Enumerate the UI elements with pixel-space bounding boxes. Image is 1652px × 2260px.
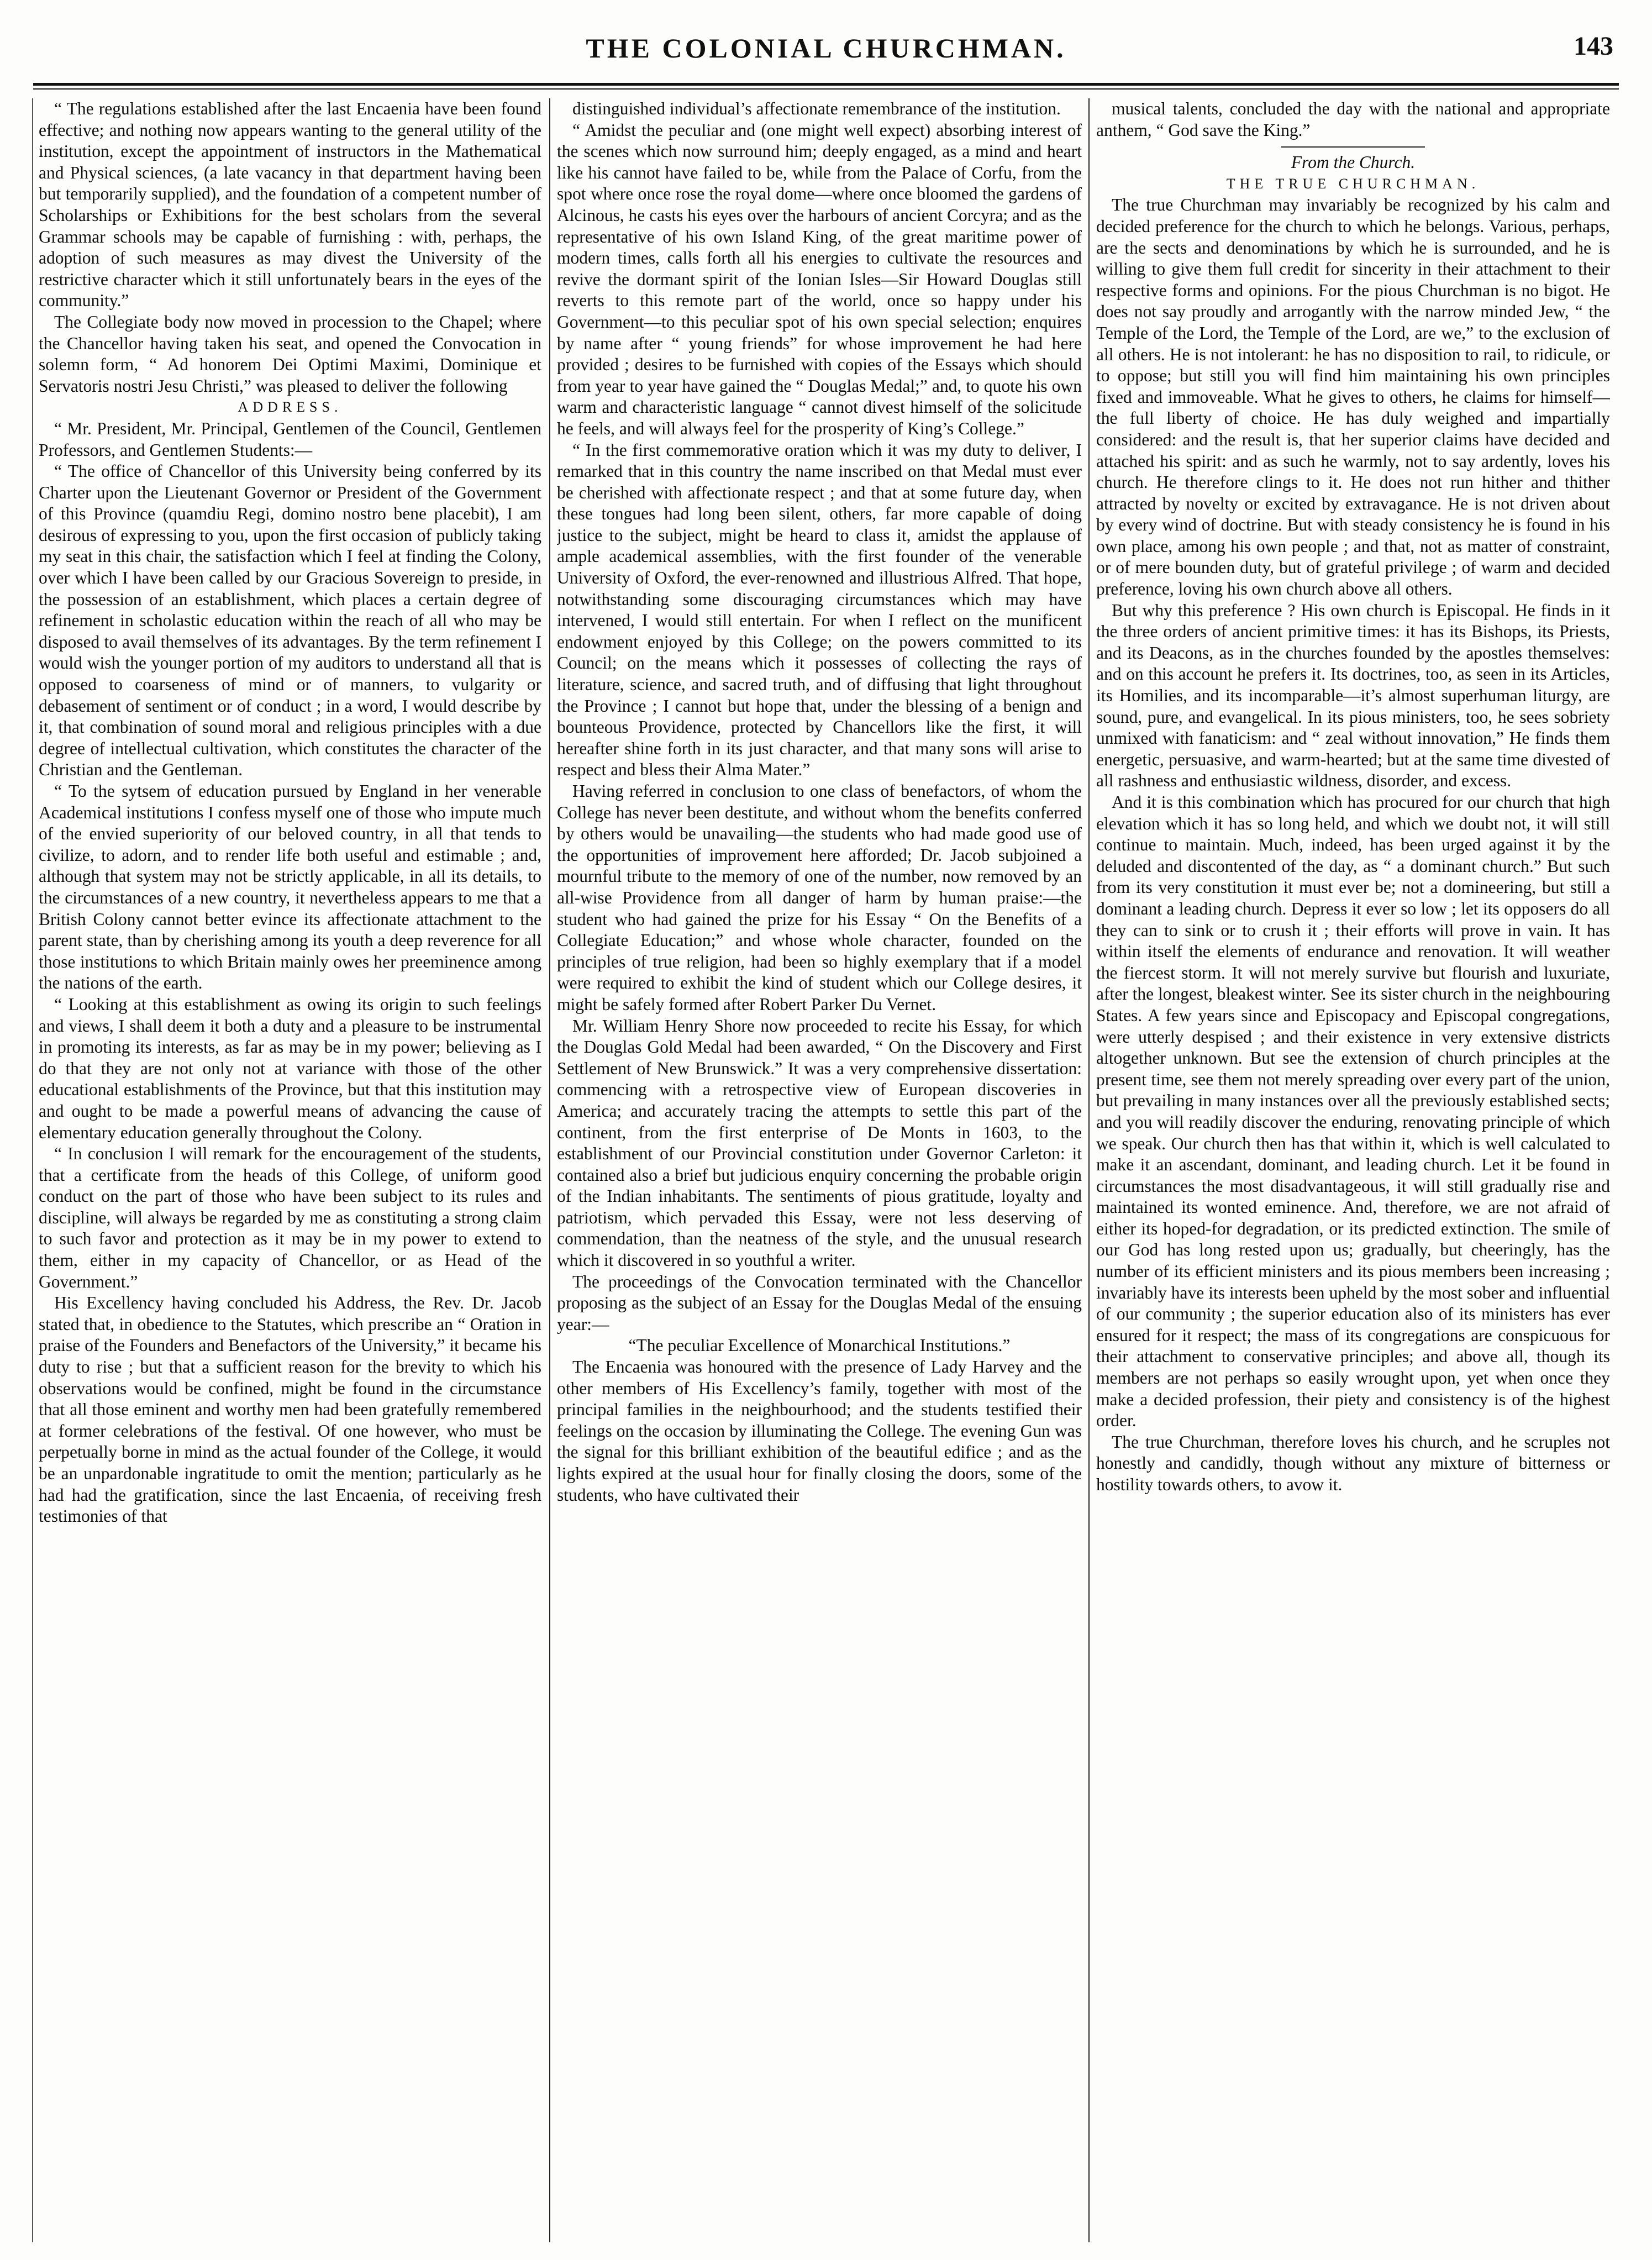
paragraph: Mr. William Henry Shore now proceeded to recite his Essay, for which the Douglas Gold Medal had been awarded, “ On the Discovery and First Settlement of New Brunswick.” It was a very comprehensive dissertation: commencing with a retrospective view of European discoveries in America; and accurately tracing the attempts to settle this part of the continent, from the first enterprise of De Monts in 1603, to the establishment of our Provincial constitution under Governor Carleton: it contained also a brief but judicious enquiry concerning the probable origin of the Indian inhabitants. The sentiments of pious gratitude, loyalty and patriotism, which pervaded this Essay, were not less deserving of commendation, than the neatness of the style, and the unusual research which it discovered in so youthful a writer. <box>557 1016 1082 1270</box>
paragraph: distinguished individual’s affectionate remembrance of the institution. <box>572 99 1061 118</box>
paragraph: But why this preference ? His own church is Episcopal. He finds in it the three orders of ancient primitive times: it has its Bishops, its Priests, and its Deacons, as in the churches founded by the apostles themselves: and on this account he prefers it. Its doctrines, too, as seen in its Articles, its Homilies, and its incomparable—it’s almost superhuman liturgy, are sound, pure, and evangelical. In its pious ministers, too, he sees sobriety unmixed with fanaticism: and “ zeal without innovation,” He finds them energetic, persuasive, and warm-hearted; but at the same time divested of all rashness and enthusiastic wildness, disorder, and excess. <box>1096 600 1610 791</box>
paragraph: His Excellency having concluded his Address, the Rev. Dr. Jacob stated that, in obedience to the Statutes, which prescribe an “ Oration in praise of the Founders and Benefactors of the University,” it became his duty to rise ; but that a sufficient reason for the brevity to which his observations would be confined, might be found in the circumstance that all those eminent and worthy men had been gratefully remembered at former celebrations of the festival. Of one however, who must be perpetually borne in mind as the actual founder of the College, it would be an unpardonable ingratitude to omit the mention; particularly as he had had the gratification, since the last Encaenia, of receiving fresh testimonies of that <box>39 1293 541 1526</box>
left-margin-rule <box>32 98 33 2242</box>
paragraph: musical talents, concluded the day with the national and appropriate anthem, “ God save the King.” <box>1096 99 1610 140</box>
address-heading: ADDRESS. <box>238 399 343 416</box>
paragraph: The true Churchman, therefore loves his church, and he scruples not honestly and candidly, though without any mixture of bitterness or hostility towards others, to avow it. <box>1096 1432 1610 1494</box>
source-line: From the Church. <box>1291 153 1416 172</box>
section-divider <box>1281 146 1425 148</box>
essay-subject-quote: “The peculiar Excellence of Monarchical Institutions.” <box>628 1336 1011 1355</box>
column-divider-2 <box>1088 98 1090 2242</box>
paragraph: The true Churchman may invariably be recognized by his calm and decided preference for the church to which he belongs. Various, perhaps, are the sects and denominations by which he is surrounded, and he is willing to give them full credit for sincerity in their attachment to their respective forms and opinions. For the pious Churchman is no bigot. He does not say proudly and arrogantly with the narrow minded Jew, “ the Temple of the Lord, the Temple of the Lord, are we,” to the exclusion of all others. He is not intolerant: he has no disposition to rail, to ridicule, or to oppose; but still you will find him maintaining his own principles fixed and immoveable. What he gives to others, he claims for himself—the full liberty of choice. He has duly weighed and impartially considered: and the result is, that her superior claims have decided and attached his spirit: and as such he warmly, not to say ardently, loves his church. He therefore clings to it. He does not run hither and thither attracted by novelty or excited by extravagance. He is not driven about by every wind of doctrine. But with steady consistency he is found in his own place, among his own people ; and that, not as matter of constraint, or of mere bounden duty, but of grateful privilege ; of warm and decided preference, loving his own church above all others. <box>1096 195 1610 599</box>
header-rule-thick <box>33 83 1619 86</box>
paragraph: “ Amidst the peculiar and (one might well expect) absorbing interest of the scenes which now surround him; deeply engaged, as a mind and heart like his cannot have failed to be, while from the Palace of Corfu, from the spot where once rose the royal dome—where once bloomed the gardens of Alcinous, he casts his eyes over the harbours of ancient Corcyra; and as the representative of his own Island King, of the great maritime power of modern times, calls forth all his energies to cultivate the resources and revive the dormant spirit of the Ionian Isles—Sir Howard Douglas still reverts to this remote part of the world, once so happy under his Government—to this peculiar spot of his own special selection; enquires by name after “ young friends” for whose improvement he had here provided ; desires to be furnished with copies of the Essays which should from year to year have gained the “ Douglas Medal;” and, to quote his own warm and characteristic language “ cannot divest himself of the solicitude he feels, and will always feel for the prosperity of King’s College.” <box>557 120 1082 438</box>
column-2 <box>557 98 1082 2242</box>
page-number: 143 <box>1574 31 1613 61</box>
masthead-title: THE COLONIAL CHURCHMAN. <box>586 33 1066 64</box>
header-rule-thin <box>33 88 1619 90</box>
paragraph: “ Mr. President, Mr. Principal, Gentlemen of the Council, Gentlemen Professors, and Gentlemen Students:— <box>39 418 541 460</box>
column-divider-1 <box>549 98 550 2242</box>
paragraph: “ The regulations established after the last Encaenia have been found effective; and nothing now appears wanting to the general utility of the institution, except the appointment of instructors in the Mathematical and Physical sciences, (a late vacancy in that department having been but temporarily supplied), and the foundation of a competent number of Scholarships or Exhibitions for the best scholars from the several Grammar schools may be capable of furnishing : with, perhaps, the adoption of such measures as may divest the University of the restrictive character which it still unfortunately bears in the eyes of the community.” <box>39 99 541 311</box>
paragraph: The Encaenia was honoured with the presence of Lady Harvey and the other members of His Excellency’s family, together with most of the principal families in the neighbourhood; and the students testified their feelings on the occasion by illuminating the College. The evening Gun was the signal for this brilliant exhibition of the beautiful edifice ; and as the lights expired at the usual hour for finally closing the doors, some of the students, who have cultivated their <box>557 1357 1082 1505</box>
page-header <box>33 27 1619 76</box>
paragraph: “ To the sytsem of education pursued by England in her venerable Academical institutions I confess myself one of those who impute much of the envied superiority of our beloved country, in all that tends to civilize, to adorn, and to render life both useful and estimable ; and, although that system may not be strictly applicable, in all its details, to the circumstances of a new country, it nevertheless appears to me that a British Colony cannot better evince its affectionate attachment to the parent state, than by cherishing among its youth a deep reverence for all those institutions to which Britain mainly owes her preeminence among the nations of the earth. <box>39 781 541 993</box>
paragraph: “ Looking at this establishment as owing its origin to such feelings and views, I shall deem it both a duty and a pleasure to be instrumental in promoting its interests, as far as may be in my power; believing as I do that they are not only not at variance with those of the other educational establishments of the Province, but that this institution may and ought to be made a powerful means of advancing the cause of elementary education generally throughout the Colony. <box>39 994 541 1142</box>
paragraph: “ In conclusion I will remark for the encouragement of the students, that a certificate from the heads of this College, of uniform good conduct on the part of those who have been subject to its rules and discipline, will always be regarded by me as constituting a strong claim to such favor and protection as it may be in my power to extend to them, either in my capacity of Chancellor, or as Head of the Government.” <box>39 1144 541 1291</box>
paragraph: And it is this combination which has procured for our church that high elevation which it has so long held, and which we doubt not, it will still continue to maintain. Much, indeed, has been urged against it by the deluded and discontented of the day, as “ a dominant church.” But such from its very constitution it must ever be; not a domineering, but still a dominant a leading church. Depress it ever so low ; let its opposers do all they can to sink or to crush it ; their efforts will prove in vain. It has within itself the elements of endurance and renovation. It will weather the fiercest storm. It will not merely survive but flourish and luxuriate, after the longest, bleakest winter. See its sister church in the neighbouring States. A few years since and Episcopacy and Episcopal congregations, were utterly despised ; and their existence in very extensive districts altogether unknown. But see the extension of church principles at the present time, see them not merely spreading over every part of the union, but prevailing in many instances over all the previously established sects; and you will readily discover the enduring, renovating principle of which we speak. Our church then has that within it, which is well calculated to make it an ascendant, dominant, and leading church. Let it be found in circumstances the most disadvantageous, it will still gradually rise and maintained its wonted eminence. And, therefore, we are not afraid of either its hoped-for degradation, or its predicted extinction. The smile of our God has long rested upon us; gradually, but cheeringly, has the number of its efficient ministers and its pious members been increasing ; invariably have its interests been upheld by the most sober and influential of our community ; the superior education also of its ministers has ever ensured for it respect; the mass of its congregations are conspicuous for their attachment to conservative principles; and above all, though its members are not perhaps so easily wrought upon, yet when once they make a decided profession, their piety and consistency is of the highest order. <box>1096 792 1610 1431</box>
article-heading: THE TRUE CHURCHMAN. <box>1226 175 1480 192</box>
paragraph: The proceedings of the Convocation terminated with the Chancellor proposing as the subject of an Essay for the Douglas Medal of the ensuing year:— <box>557 1271 1082 1334</box>
column-3 <box>1096 98 1610 2242</box>
paragraph: “ In the first commemorative oration which it was my duty to deliver, I remarked that in this country the name inscribed on that Medal must ever be cherished with affectionate respect ; and that at some future day, when these tongues had long been silent, others, far more capable of doing justice to the subject, might be heard to class it, amidst the applause of ample academical assemblies, with the first founder of the venerable University of Oxford, the ever-renowned and illustrious Alfred. That hope, notwithstanding some discouraging circumstances which may have intervened, I would still entertain. For when I reflect on the munificent endowment enjoyed by this College; on the powers committed to its Council; on the means which it possesses of collecting the rays of literature, science, and sacred truth, and of diffusing that light throughout the Province ; I cannot but hope that, under the blessing of a benign and bounteous Providence, protected by Chancellors like the first, it will hereafter shine forth in its just character, and that many sons will arise to respect and bless their Alma Mater.” <box>557 440 1082 780</box>
paragraph: “ The office of Chancellor of this University being conferred by its Charter upon the Lieutenant Governor or President of the Government of this Province (quamdiu Regi, domino nostro bene placebit), I am desirous of expressing to you, upon the first occasion of publicly taking my seat in this chair, the satisfaction which I feel at finding the Colony, over which I have been called by our Gracious Sovereign to preside, in the possession of an establishment, which places a certain degree of refinement in scholastic education within the reach of all who may be disposed to avail themselves of its advantages. By the term refinement I would wish the younger portion of my auditors to understand all that is opposed to coarseness of mind or of manners, to vulgarity or debasement of sentiment or of conduct ; in a word, I would describe by it, that combination of sound moral and religious principles with a due degree of intellectual cultivation, which constitutes the character of the Christian and the Gentleman. <box>39 461 541 780</box>
paragraph: Having referred in conclusion to one class of benefactors, of whom the College has never been destitute, and without whom the benefits conferred by others would be unavailing—the students who had made good use of the opportunities of improvement here afforded; Dr. Jacob subjoined a mournful tribute to the memory of one of the number, now removed by an all-wise Providence from all danger of harm by human praise:—the student who had gained the prize for his Essay “ On the Benefits of a Collegiate Education;” and whose whole character, founded on the principles of true religion, had been so highly exemplary that if a model were required to exhibit the kind of student which our College desires, it might be safely formed after Robert Parker Du Vernet. <box>557 781 1082 1014</box>
column-1 <box>39 98 541 2242</box>
paragraph: The Collegiate body now moved in procession to the Chapel; where the Chancellor having taken his seat, and opened the Convocation in solemn form, “ Ad honorem Dei Optimi Maximi, Dominique et Servatoris nostri Jesu Christi,” was pleased to deliver the following <box>39 312 541 396</box>
